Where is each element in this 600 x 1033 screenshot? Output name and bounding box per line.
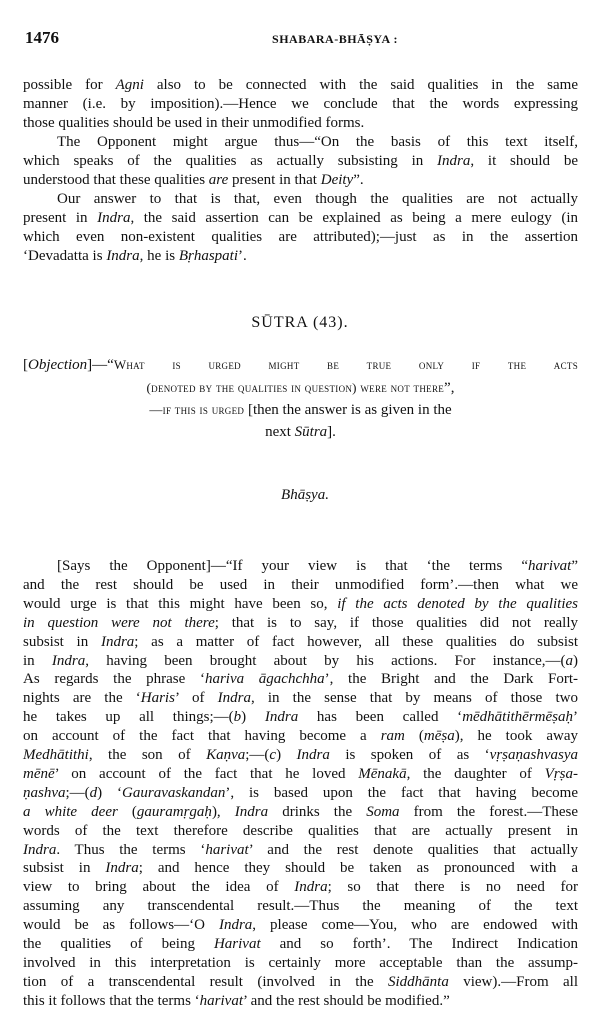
- italic-text: Vṛṣa-: [544, 765, 578, 782]
- text-run: this it follows that the terms ‘: [23, 992, 200, 1009]
- text-run: those qualities should be used in their unmodified forms.: [23, 115, 365, 131]
- small-caps-text: (denoted by the qualities in question) were not there: [146, 379, 445, 395]
- text-run: ‘Devadatta is: [23, 248, 107, 264]
- text-run: (: [404, 728, 424, 745]
- text-line: [23, 859, 578, 878]
- text-run: which even non-existent qualities are attributed);—just as in the assertion: [23, 229, 578, 245]
- text-run: The Opponent might argue thus—“On the basis of this text itself,: [57, 134, 578, 150]
- text-line: [23, 355, 578, 375]
- text-run: would be as follows—‘O: [23, 917, 219, 934]
- text-line: [23, 400, 578, 420]
- text-run: ; and hence they should be taken as pronounced with a: [138, 860, 578, 877]
- text-run: understood that these qualities: [23, 172, 209, 188]
- text-run: , having been brought about by his actions. For instance,—(: [85, 652, 566, 669]
- italic-text: Indra: [105, 860, 139, 877]
- text-line: [23, 633, 578, 652]
- text-line: [23, 708, 578, 727]
- text-run: and so forth’. The Indirect Indication: [260, 936, 578, 952]
- text-run: ) ‘: [97, 784, 123, 801]
- italic-text: mēnē: [23, 765, 55, 782]
- sutra-heading: SŪTRA (43).: [251, 314, 349, 331]
- text-run: on account of the fact that having become a: [23, 728, 381, 745]
- text-line: [23, 614, 578, 633]
- text-line: [23, 576, 578, 595]
- text-line: [23, 228, 578, 247]
- text-run: has been called ‘: [298, 709, 463, 726]
- text-line: [23, 727, 578, 746]
- italic-text: Bṛhaspati: [178, 248, 239, 264]
- text-run: , the son of: [88, 747, 207, 763]
- text-run: ”: [571, 558, 578, 574]
- text-line: [23, 171, 578, 190]
- italic-text: Siddhānta: [387, 973, 449, 990]
- text-run: (: [117, 803, 137, 820]
- italic-text: Indra: [23, 841, 57, 858]
- text-run: is spoken of as ‘: [329, 747, 490, 763]
- italic-text: Medhātithi: [23, 747, 89, 763]
- text-run: ].: [327, 423, 336, 440]
- page-number: 1476: [25, 28, 59, 47]
- text-run: ’.: [238, 248, 247, 264]
- text-line: [23, 95, 578, 114]
- italic-text: mēdhātithērmēṣaḥ: [462, 709, 574, 726]
- text-run: [Says the Opponent]—“If your view is that ‘the terms “: [57, 558, 528, 574]
- text-run: ): [276, 747, 297, 763]
- text-run: and the rest should be used in their unmodified form’.—then what we: [23, 576, 578, 593]
- text-line: [23, 689, 578, 708]
- text-run: ;—(: [245, 747, 270, 763]
- italic-text: Harivat: [213, 936, 261, 952]
- text-line: [23, 133, 578, 152]
- italic-text: hariva āgachchha: [204, 671, 325, 688]
- running-title: SHABARA-BHĀṢYA :: [272, 32, 398, 46]
- text-line: [23, 954, 578, 973]
- text-line: [23, 423, 578, 442]
- small-caps-text: What is urged might be true only if the acts: [113, 357, 578, 372]
- text-run: ),: [211, 803, 235, 820]
- text-line: [23, 152, 578, 171]
- text-run: subsist in: [23, 860, 106, 877]
- text-run: ’ on account of the fact that he loved: [54, 765, 359, 782]
- italic-text: in question were not there: [23, 614, 215, 631]
- text-run: ’ and the rest should be modified.”: [243, 992, 450, 1009]
- italic-text: harivat: [205, 841, 249, 858]
- italic-text: Indra: [97, 210, 131, 226]
- text-run: . Thus the terms ‘: [56, 841, 206, 858]
- italic-text: Indra: [294, 879, 328, 896]
- text-line: [23, 209, 578, 228]
- text-run: ]—“: [87, 357, 114, 373]
- text-line: [23, 822, 578, 841]
- text-run: As regards the phrase ‘: [23, 671, 205, 688]
- text-run: ”.: [353, 172, 364, 188]
- text-run: he takes up all things;—(: [23, 709, 234, 726]
- italic-text: Objection: [28, 357, 88, 373]
- italic-text: Indra: [234, 803, 269, 820]
- text-run: ; that is to say, if those qualities did not really: [214, 614, 579, 631]
- text-run: present in that: [228, 172, 321, 188]
- text-run: the qualities of being: [23, 936, 214, 952]
- text-run: ; as a matter of fact however, all these qualities do subsist: [134, 633, 579, 650]
- italic-text: Indra: [437, 153, 471, 169]
- italic-text: Indra: [264, 709, 299, 726]
- text-run: ”,: [444, 379, 455, 396]
- text-run: words of the text therefore describe qualities that are actually present in: [23, 822, 578, 839]
- italic-text: Indra: [296, 747, 330, 763]
- text-run: [: [23, 357, 28, 373]
- text-run: manner (i.e. by imposition).—Hence we conclude that the words expressing: [23, 96, 578, 112]
- italic-text: ṇashva: [23, 784, 66, 801]
- text-run: view to bring about the idea of: [23, 879, 295, 896]
- italic-text: gauramṛgaḥ: [136, 803, 212, 820]
- italic-text: Indra: [100, 633, 135, 650]
- text-run: ’ and the rest denote qualities that actually: [248, 841, 579, 858]
- text-line: [23, 878, 578, 897]
- text-run: next: [265, 423, 295, 440]
- text-run: ), he took away: [454, 728, 579, 745]
- text-line: [23, 916, 578, 935]
- text-line: [23, 841, 578, 860]
- text-run: present in: [23, 210, 98, 226]
- italic-text: ram: [380, 728, 405, 745]
- text-run: , the said assertion can be explained as being a mere eulogy (in: [130, 210, 578, 226]
- text-run: ’ of: [174, 690, 218, 707]
- text-run: would urge is that this might have been so,: [23, 595, 338, 612]
- text-line: [23, 114, 578, 133]
- text-run: possible for: [23, 77, 116, 93]
- text-line: [23, 935, 578, 954]
- text-run: ’: [573, 709, 579, 726]
- italic-text: Indra: [218, 917, 253, 934]
- italic-text: if the acts denoted by the qualities: [337, 595, 578, 612]
- text-line: [23, 897, 578, 916]
- text-run: ’, is based upon the fact that having become: [225, 784, 578, 801]
- italic-text: Sūtra: [294, 423, 328, 440]
- text-run: view).—From all: [448, 973, 578, 990]
- text-run: ;—(: [65, 784, 90, 801]
- text-line: [23, 803, 578, 822]
- text-run: ; so that there is no need for: [327, 879, 578, 896]
- text-line: [23, 765, 578, 784]
- text-line: [23, 76, 578, 95]
- italic-text: are: [208, 172, 229, 188]
- italic-text: Gauravaskandan: [122, 784, 226, 801]
- italic-text: harivat: [527, 558, 572, 574]
- text-run: ’, the Bright and the Dark Fort-: [324, 671, 579, 688]
- text-run: Our answer to that is that, even though the qualities are not actually: [57, 191, 578, 207]
- text-line: [23, 670, 578, 689]
- italic-text: d: [89, 784, 98, 801]
- text-run: nights are the ‘: [23, 690, 141, 707]
- text-run: in: [23, 652, 52, 669]
- text-line: [23, 190, 578, 209]
- italic-text: Mēnakā: [358, 765, 407, 782]
- text-line: [23, 247, 578, 266]
- italic-text: Indra: [106, 248, 140, 264]
- text-run: , the daughter of: [406, 765, 545, 782]
- text-run: [then the answer is as given in the: [244, 402, 452, 418]
- italic-text: vṛṣaṇashvasya: [489, 747, 578, 763]
- small-caps-text: —if this is urged: [149, 402, 245, 417]
- bhasya-heading: Bhāṣya.: [281, 487, 329, 503]
- text-run: which speaks of the qualities as actually subsisting in: [23, 153, 438, 169]
- text-run: from the forest.—These: [399, 803, 579, 820]
- italic-text: harivat: [199, 992, 243, 1009]
- text-run: tion of a transcendental result (involved in the: [23, 973, 388, 990]
- italic-text: Haris: [140, 690, 175, 707]
- italic-text: c: [269, 747, 277, 763]
- text-run: subsist in: [23, 633, 101, 650]
- italic-text: mēṣa: [423, 728, 455, 745]
- text-run: , he is: [139, 248, 179, 264]
- text-line: [23, 652, 578, 671]
- italic-text: a: [565, 652, 573, 669]
- italic-text: Indra: [51, 652, 86, 669]
- text-line: [23, 595, 578, 614]
- text-run: ): [573, 652, 578, 669]
- text-run: involved in this interpretation is certainly more acceptable than the assump-: [23, 954, 578, 971]
- italic-text: b: [233, 709, 242, 726]
- text-line: [23, 992, 578, 1011]
- text-line: [23, 746, 578, 765]
- text-run: , it should be: [470, 153, 579, 169]
- italic-text: Deity: [320, 172, 354, 188]
- italic-text: Agni: [115, 77, 144, 93]
- text-run: also to be connected with the said qualities in the same: [143, 77, 578, 93]
- text-line: [23, 378, 578, 398]
- text-line: [23, 557, 578, 576]
- text-run: , please come—You, who are endowed with: [252, 917, 578, 934]
- text-run: , in the sense that by means of those two: [250, 690, 578, 707]
- italic-text: Indra: [217, 690, 251, 707]
- italic-text: Soma: [366, 803, 400, 820]
- text-run: drinks the: [268, 803, 367, 820]
- text-run: assuming any transcendental result.—Thus the meaning of the text: [23, 898, 578, 915]
- text-run: ): [241, 709, 265, 726]
- italic-text: a white deer: [23, 803, 118, 820]
- text-line: [23, 784, 578, 803]
- text-line: [23, 973, 578, 992]
- italic-text: Kaṇva: [206, 747, 246, 763]
